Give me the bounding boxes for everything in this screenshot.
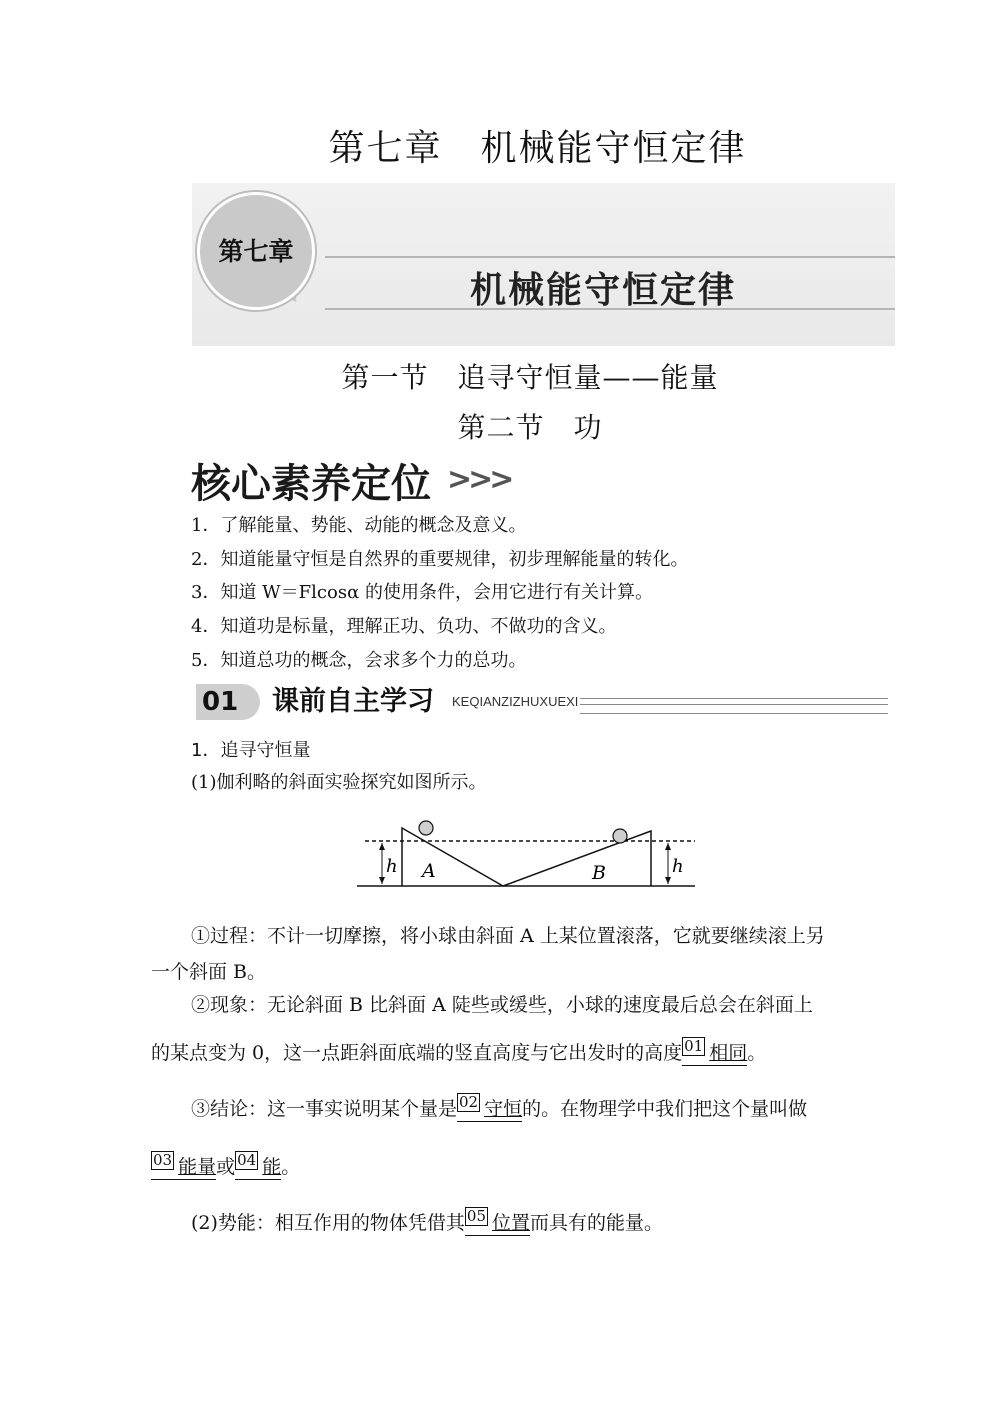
blank-number: 05 xyxy=(466,1207,487,1225)
ball-a xyxy=(419,821,433,835)
potential-energy-line: (2)势能：相互作用的物体凭借其 05 位置而具有的能量。 xyxy=(191,1207,664,1234)
content-paragraph: (1)伽利略的斜面实验探究如图所示。 xyxy=(191,772,487,793)
phenomenon-line: 的某点变为 0，这一点距斜面底端的竖直高度与它出发时的高度 01 相同。 xyxy=(151,1037,767,1064)
blank-answer: 相同 xyxy=(709,1042,748,1064)
process-line: ①过程：不计一切摩擦，将小球由斜面 A 上某位置滚落，它就要继续滚上另 xyxy=(191,925,825,947)
conclusion-line: ③结论：这一事实说明某个量是 02 守恒的。在物理学中我们把这个量叫做 xyxy=(191,1093,808,1120)
ball-b xyxy=(613,829,627,843)
incline-a xyxy=(402,828,503,886)
answer-blank-05 xyxy=(465,1208,530,1236)
incline-label-b: B xyxy=(592,862,606,884)
chapter-badge-label: 第七章 xyxy=(218,237,294,266)
answer-blank-04 xyxy=(235,1152,281,1180)
potential-text: (2)势能：相互作用的物体凭借其 xyxy=(191,1212,465,1234)
objective-item: 3．知道 W＝Flcosα 的使用条件，会用它进行有关计算。 xyxy=(191,582,653,603)
incline-b xyxy=(503,831,651,886)
answer-blank-02 xyxy=(457,1094,522,1122)
blank-number: 04 xyxy=(237,1151,257,1169)
incline-label-a: A xyxy=(422,860,436,882)
conclusion-line: 03 能量或 04 能。 xyxy=(153,1151,301,1178)
content-heading: 1．追寻守恒量 xyxy=(191,740,311,761)
section-header-rule xyxy=(580,698,888,714)
incline-diagram xyxy=(355,800,703,905)
answer-blank-01 xyxy=(682,1038,747,1066)
section-title-1: 第一节 追寻守恒量——能量 xyxy=(341,361,719,394)
chevrons-icon: >>> xyxy=(447,462,511,497)
blank-number: 01 xyxy=(684,1037,704,1055)
section-header xyxy=(196,684,888,720)
process-line: 一个斜面 B。 xyxy=(151,961,267,983)
section-number: 01 xyxy=(196,684,260,720)
objective-item: 2．知道能量守恒是自然界的重要规律，初步理解能量的转化。 xyxy=(191,549,689,570)
core-heading: 核心素养定位 xyxy=(191,461,431,507)
objective-item: 1．了解能量、势能、动能的概念及意义。 xyxy=(191,515,527,536)
section-header-title: 课前自主学习 xyxy=(272,686,434,717)
page-title: 第七章 机械能守恒定律 xyxy=(328,128,747,169)
phenomenon-line: ②现象：无论斜面 B 比斜面 A 陡些或缓些，小球的速度最后总会在斜面上 xyxy=(191,994,813,1016)
objective-item: 5．知道总功的概念，会求多个力的总功。 xyxy=(191,650,527,671)
blank-number: 03 xyxy=(153,1151,173,1169)
section-title-2: 第二节 功 xyxy=(457,411,603,444)
blank-answer: 守恒 xyxy=(484,1098,523,1120)
blank-number: 02 xyxy=(459,1093,479,1111)
blank-answer: 能量 xyxy=(178,1156,217,1178)
height-label-right: h xyxy=(672,856,684,877)
blank-answer: 位置 xyxy=(492,1212,531,1234)
answer-blank-03 xyxy=(151,1152,216,1180)
section-header-subtitle: KEQIANZIZHUXUEXI xyxy=(452,694,579,709)
banner-title: 机械能守恒定律 xyxy=(470,270,737,311)
conclusion-text: ③结论：这一事实说明某个量是 xyxy=(191,1098,458,1120)
height-label-left: h xyxy=(386,856,398,877)
banner-divider xyxy=(325,256,895,258)
objective-item: 4．知道功是标量，理解正功、负功、不做功的含义。 xyxy=(191,616,617,637)
phenomenon-text: 的某点变为 0，这一点距斜面底端的竖直高度与它出发时的高度 xyxy=(151,1042,683,1064)
blank-answer: 能 xyxy=(262,1156,282,1178)
